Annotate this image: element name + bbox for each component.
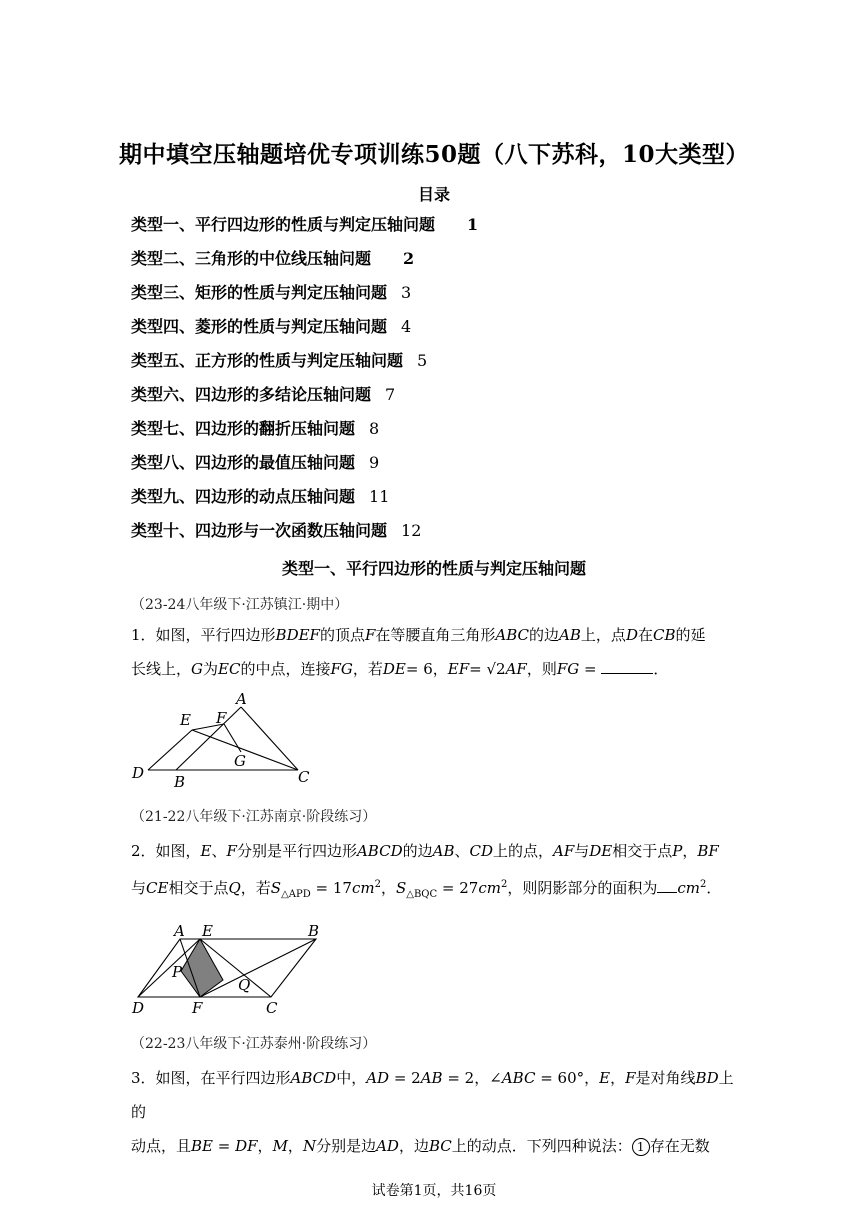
toc-item-page: 11 <box>369 487 390 506</box>
toc-item-label: 类型三、矩形的性质与判定压轴问题 <box>131 283 388 302</box>
document-title: 期中填空压轴题培优专项训练50题（八下苏科，10大类型） <box>118 141 749 168</box>
toc-item-page: 9 <box>369 453 380 472</box>
toc-item-label: 类型七、四边形的翻折压轴问题 <box>131 419 356 438</box>
q2-label-d: D <box>132 999 145 1017</box>
q1-label-f: F <box>216 709 227 727</box>
q2-line-bf <box>200 939 316 997</box>
section-heading: 类型一、平行四边形的性质与判定压轴问题 <box>281 559 586 578</box>
q1-line-ca <box>241 707 298 770</box>
q3-text: 3．如图，在平行四边形ABCD中，AD = 2AB = 2，∠ABC = 60°，E，F是对角线BD上的 动点，且BE = DF，M，N分别是边AD，边BC上的动点．下列四种说法： 1 存在无数 <box>131 1069 734 1155</box>
q2-label-q: Q <box>238 976 251 994</box>
toc-item[interactable] <box>131 452 478 486</box>
q1-label-a: A <box>236 690 247 708</box>
q2-text: 2．如图，E、F分别是平行四边形ABCD的边AB、CD上的点，AF与DE相交于点P，BF 与CE相交于点Q，若$S_{\triangle APD} = 17cm^2$，$S_{\triangle BQC} = 27cm^2$，则阴影部分的面积为 $cm^2$． <box>131 842 722 900</box>
toc-item[interactable] <box>131 520 478 554</box>
toc-item-page: 5 <box>417 351 428 370</box>
toc-item-page: 1 <box>467 215 479 234</box>
toc-item-label: 类型八、四边形的最值压轴问题 <box>131 453 356 472</box>
toc-item-page: 2 <box>403 249 415 268</box>
q2-label-e: E <box>202 922 213 940</box>
q3-source: （22-23八年级下·江苏泰州·阶段练习） <box>131 1036 377 1052</box>
q2-answer-blank[interactable] <box>657 878 677 893</box>
q1-source: （23-24八年级下·江苏镇江·期中） <box>131 597 349 613</box>
q1-label-c: C <box>298 768 310 786</box>
q1-label-d: D <box>132 764 145 782</box>
q1-text: 1．如图，平行四边形BDEF的顶点F在等腰直角三角形ABC的边AB上，点D在CB的延 长线上，G为EC的中点，连接FG，若DE= 6，EF= √2AF，则FG = ． <box>131 626 706 678</box>
toc-item-label: 类型五、正方形的性质与判定压轴问题 <box>131 351 404 370</box>
toc-item-page: 4 <box>401 317 412 336</box>
toc-item[interactable] <box>131 282 478 316</box>
q2-parallelogram <box>138 939 316 997</box>
q2-label-a: A <box>174 922 185 940</box>
toc-item-label: 类型九、四边形的动点压轴问题 <box>131 487 356 506</box>
toc-item[interactable] <box>131 214 478 248</box>
q1-line-fg <box>224 724 241 752</box>
toc-item-label: 类型二、三角形的中位线压轴问题 <box>131 249 372 268</box>
q2-label-p: P <box>172 963 183 981</box>
q2-label-b: B <box>308 922 320 940</box>
q2-label-f: F <box>192 999 203 1017</box>
toc-item[interactable] <box>131 418 478 452</box>
q1-answer-blank[interactable] <box>601 659 653 674</box>
circled-number: 1 <box>632 1138 650 1156</box>
q2-source: （21-22八年级下·江苏南京·阶段练习） <box>131 809 377 825</box>
toc-item[interactable] <box>131 350 478 384</box>
toc-item[interactable] <box>131 316 478 350</box>
q1-label-b: B <box>174 773 186 790</box>
toc-item[interactable] <box>131 486 478 520</box>
table-of-contents <box>131 214 478 554</box>
toc-item-label: 类型一、平行四边形的性质与判定压轴问题 <box>131 215 436 234</box>
page-footer: 试卷第1页，共16页 <box>371 1183 497 1199</box>
toc-item-page: 8 <box>369 419 380 438</box>
q2-figure <box>128 918 328 1018</box>
toc-item-page: 3 <box>401 283 412 302</box>
q2-label-c: C <box>266 999 278 1017</box>
q1-label-g: G <box>234 752 246 770</box>
toc-item[interactable] <box>131 384 478 418</box>
q1-figure <box>128 690 328 790</box>
toc-heading: 目录 <box>417 185 450 204</box>
toc-item[interactable] <box>131 248 478 282</box>
toc-item-label: 类型六、四边形的多结论压轴问题 <box>131 385 372 404</box>
q1-line-de <box>148 730 192 770</box>
toc-item-page: 7 <box>385 385 396 404</box>
q1-label-e: E <box>180 711 191 729</box>
toc-item-page: 12 <box>401 521 422 540</box>
toc-item-label: 类型四、菱形的性质与判定压轴问题 <box>131 317 388 336</box>
toc-item-label: 类型十、四边形与一次函数压轴问题 <box>131 521 388 540</box>
